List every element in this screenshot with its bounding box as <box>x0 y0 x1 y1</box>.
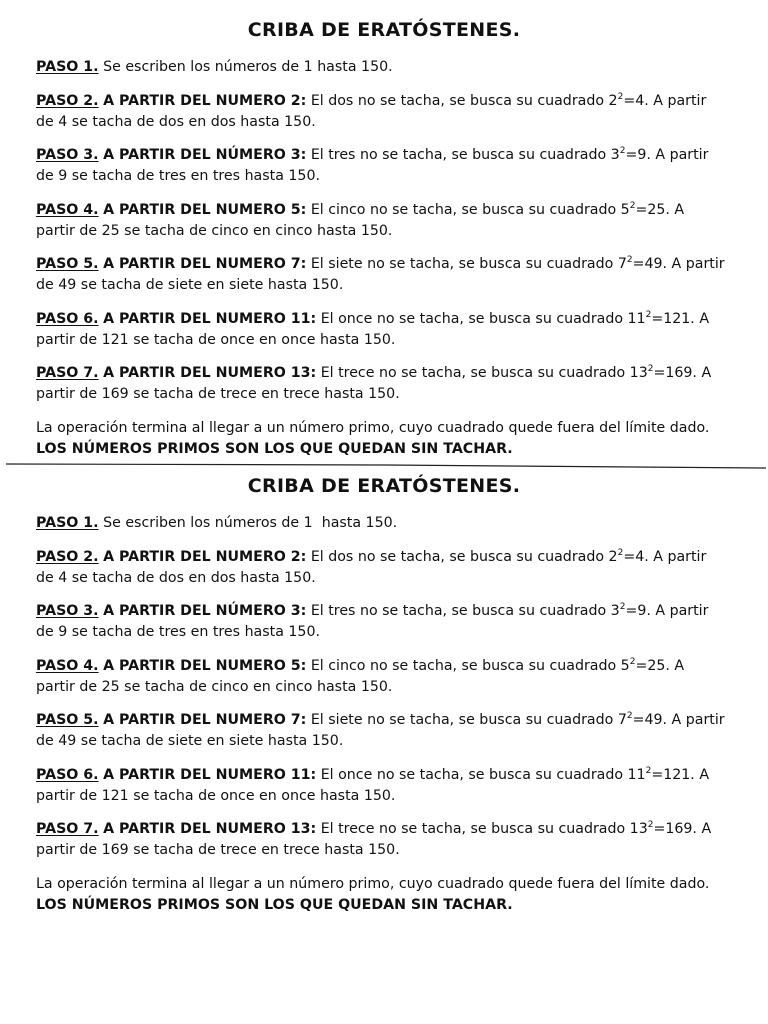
conclusion-emphasis: LOS NÚMEROS PRIMOS SON LOS QUE QUEDAN SIN TACHAR. <box>36 896 513 913</box>
exponent: 2 <box>629 656 636 667</box>
step-text-cont: =25. A partir de 25 se tacha de cinco en cinco hasta 150. <box>36 201 685 239</box>
step-heading: A PARTIR DEL NUMERO 7: <box>103 256 307 272</box>
conclusion-emphasis: LOS NÚMEROS PRIMOS SON LOS QUE QUEDAN SIN TACHAR. <box>36 440 513 457</box>
step-heading: A PARTIR DEL NUMERO 2: <box>103 92 307 109</box>
step-text-cont: =121. A partir de 121 se tacha de once en once hasta 150. <box>36 310 710 348</box>
step-7 <box>36 819 726 861</box>
exponent: 2 <box>619 146 626 157</box>
step-text-cont: =9. A partir de 9 se tacha de tres en tres hasta 150. <box>36 147 709 184</box>
step-text-cont: =49. A partir de 49 se tacha de siete en siete hasta 150. <box>36 712 725 749</box>
step-heading: A PARTIR DEL NUMERO 13: <box>103 821 317 837</box>
step-heading: A PARTIR DEL NÚMERO 3: <box>103 147 307 163</box>
step-id: PASO 5. <box>36 712 99 728</box>
step-heading: A PARTIR DEL NUMERO 2: <box>103 548 307 565</box>
conclusion-text: La operación termina al llegar a un número primo, cuyo cuadrado quede fuera del límite dado. <box>36 875 710 892</box>
step-heading: A PARTIR DEL NUMERO 13: <box>103 365 317 381</box>
step-id: PASO 7. <box>36 821 99 837</box>
step-text: El tres no se tacha, se busca su cuadrado 3 <box>310 603 620 619</box>
worksheet-top <box>0 18 768 472</box>
step-text: El once no se tacha, se busca su cuadrado 11 <box>320 310 646 327</box>
step-text: El once no se tacha, se busca su cuadrado 11 <box>320 766 646 783</box>
step-2 <box>36 547 726 589</box>
step-id: PASO 1. <box>36 515 99 531</box>
step-4 <box>36 656 726 698</box>
step-text: El siete no se tacha, se busca su cuadrado 7 <box>310 256 627 272</box>
step-text: El dos no se tacha, se busca su cuadrado 2 <box>310 92 618 109</box>
step-heading: A PARTIR DEL NUMERO 11: <box>103 310 317 327</box>
step-text: El cinco no se tacha, se busca su cuadrado 5 <box>310 657 630 674</box>
step-5 <box>36 254 726 296</box>
step-text-cont: =4. A partir de 4 se tacha de dos en dos hasta 150. <box>36 92 707 130</box>
step-6 <box>36 309 726 351</box>
exponent: 2 <box>619 602 626 613</box>
step-text: El trece no se tacha, se busca su cuadrado 13 <box>320 821 648 837</box>
step-heading: A PARTIR DEL NÚMERO 3: <box>103 603 307 619</box>
step-6 <box>36 765 726 807</box>
step-5 <box>36 710 726 752</box>
step-3 <box>36 145 726 187</box>
exponent: 2 <box>629 200 636 211</box>
worksheet-bottom <box>0 474 768 928</box>
step-1 <box>36 513 726 534</box>
step-text: Se escriben los números de 1 hasta 150. <box>103 59 393 75</box>
step-3 <box>36 601 726 643</box>
exponent: 2 <box>617 547 624 558</box>
step-id: PASO 3. <box>36 147 99 163</box>
step-id: PASO 2. <box>36 548 99 565</box>
exponent: 2 <box>617 91 624 102</box>
step-text: El dos no se tacha, se busca su cuadrado 2 <box>310 548 618 565</box>
step-id: PASO 1. <box>36 59 99 75</box>
exponent: 2 <box>647 364 654 375</box>
step-heading: A PARTIR DEL NUMERO 5: <box>103 201 307 218</box>
step-id: PASO 3. <box>36 603 99 619</box>
exponent: 2 <box>645 309 652 320</box>
step-text: El cinco no se tacha, se busca su cuadrado 5 <box>310 201 630 218</box>
step-id: PASO 2. <box>36 92 99 109</box>
step-text-cont: =4. A partir de 4 se tacha de dos en dos hasta 150. <box>36 548 707 586</box>
step-id: PASO 4. <box>36 657 99 674</box>
step-1 <box>36 57 726 78</box>
step-heading: A PARTIR DEL NUMERO 5: <box>103 657 307 674</box>
step-id: PASO 7. <box>36 365 99 381</box>
step-heading: A PARTIR DEL NUMERO 11: <box>103 766 317 783</box>
exponent: 2 <box>645 765 652 776</box>
cut-line-divider <box>6 462 766 470</box>
page-title: CRIBA DE ERATÓSTENES. <box>247 475 521 497</box>
conclusion <box>36 874 726 916</box>
step-text: El siete no se tacha, se busca su cuadrado 7 <box>310 712 627 728</box>
step-text: El tres no se tacha, se busca su cuadrado 3 <box>310 147 620 163</box>
step-text-cont: =25. A partir de 25 se tacha de cinco en cinco hasta 150. <box>36 657 685 695</box>
step-heading: A PARTIR DEL NUMERO 7: <box>103 712 307 728</box>
step-text-cont: =49. A partir de 49 se tacha de siete en siete hasta 150. <box>36 256 725 293</box>
step-id: PASO 6. <box>36 766 99 783</box>
step-id: PASO 6. <box>36 310 99 327</box>
step-text: El trece no se tacha, se busca su cuadrado 13 <box>320 365 648 381</box>
exponent: 2 <box>626 711 633 722</box>
step-text-cont: =121. A partir de 121 se tacha de once en once hasta 150. <box>36 766 710 804</box>
step-text-cont: =169. A partir de 169 se tacha de trece en trece hasta 150. <box>36 365 712 402</box>
step-2 <box>36 91 726 133</box>
step-text: Se escriben los números de 1 hasta 150. <box>103 515 398 531</box>
step-text-cont: =169. A partir de 169 se tacha de trece en trece hasta 150. <box>36 821 712 858</box>
step-4 <box>36 200 726 242</box>
conclusion <box>36 418 726 460</box>
step-7 <box>36 363 726 405</box>
page-title: CRIBA DE ERATÓSTENES. <box>247 19 521 41</box>
step-id: PASO 5. <box>36 256 99 272</box>
step-id: PASO 4. <box>36 201 99 218</box>
conclusion-text: La operación termina al llegar a un número primo, cuyo cuadrado quede fuera del límite dado. <box>36 419 710 436</box>
exponent: 2 <box>626 255 633 266</box>
exponent: 2 <box>647 820 654 831</box>
step-text-cont: =9. A partir de 9 se tacha de tres en tres hasta 150. <box>36 603 709 640</box>
